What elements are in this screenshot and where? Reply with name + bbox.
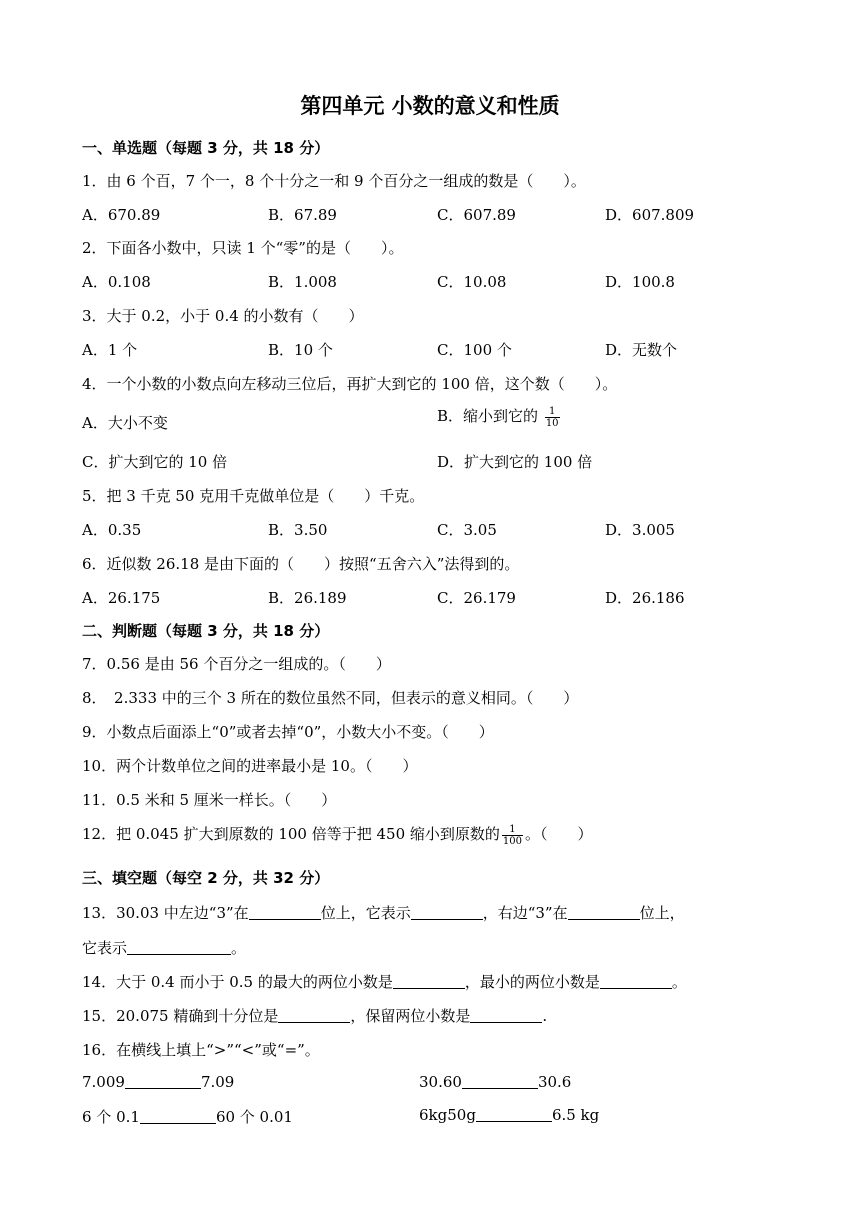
q15-text-2: ，保留两位小数是 [350, 1007, 471, 1025]
q6-option-b: B．26.189 [268, 589, 347, 607]
q6-option-a: A．26.175 [82, 589, 161, 607]
question-5: 5．把 3 千克 50 克用千克做单位是（ ）千克。 [82, 487, 425, 505]
fraction-denominator: 100 [502, 835, 522, 847]
question-13 [82, 902, 685, 923]
q13-text-3: ，右边“3”在 [482, 904, 568, 922]
page-title: 第四单元 小数的意义和性质 [300, 94, 560, 118]
q15-text-3: . [542, 1007, 548, 1025]
q3-option-d: D．无数个 [605, 341, 678, 359]
question-9: 9．小数点后面添上“0”或者去掉“0”，小数大小不变。（ ） [82, 723, 494, 741]
compare-item-1 [82, 1073, 234, 1091]
answer-blank[interactable] [476, 1106, 552, 1122]
q14-text-1: 14．大于 0.4 而小于 0.5 的最大的两位小数是 [82, 973, 393, 991]
q3-option-b: B．10 个 [268, 341, 333, 359]
answer-blank[interactable] [600, 973, 672, 989]
section-heading-true-false: 二、判断题（每题 3 分，共 18 分） [82, 622, 330, 640]
compare-item-2 [419, 1073, 571, 1091]
question-1: 1．由 6 个百，7 个一，8 个十分之一和 9 个百分之一组成的数是（ ）。 [82, 172, 586, 190]
compare-right: 7.09 [200, 1073, 235, 1091]
q1-option-b: B．67.89 [268, 206, 337, 224]
compare-right: 30.6 [537, 1073, 572, 1091]
q3-option-a: A．1 个 [82, 341, 138, 359]
q2-option-d: D．100.8 [605, 273, 675, 291]
fraction-denominator: 10 [545, 417, 559, 429]
q4-option-c: C．扩大到它的 10 倍 [82, 453, 228, 471]
compare-left: 30.60 [419, 1073, 462, 1091]
question-2: 2．下面各小数中，只读 1 个“零”的是（ ）。 [82, 239, 404, 257]
q2-option-a: A．0.108 [82, 273, 151, 291]
question-8: 8． 2.333 中的三个 3 所在的数位虽然不同，但表示的意义相同。（ ） [82, 689, 579, 707]
q3-option-c: C．100 个 [437, 341, 512, 359]
question-11: 11．0.5 米和 5 厘米一样长。（ ） [82, 791, 337, 809]
compare-left: 7.009 [82, 1073, 125, 1091]
question-16: 16．在横线上填上“>”“<”或“=”。 [82, 1041, 320, 1059]
compare-left: 6 个 0.1 [82, 1108, 140, 1126]
question-12-suffix: 。（ ） [525, 825, 593, 843]
q5-option-c: C．3.05 [437, 521, 497, 539]
answer-blank[interactable] [462, 1073, 538, 1089]
answer-blank[interactable] [125, 1073, 201, 1089]
q1-option-d: D．607.809 [605, 206, 695, 224]
question-10: 10．两个计数单位之间的进率最小是 10。（ ） [82, 757, 418, 775]
question-3: 3．大于 0.2，小于 0.4 的小数有（ ） [82, 307, 364, 325]
q1-option-c: C．607.89 [437, 206, 516, 224]
compare-right: 60 个 0.01 [215, 1108, 293, 1126]
answer-blank[interactable] [568, 904, 640, 920]
compare-right: 6.5 kg [551, 1106, 600, 1124]
fraction-numerator: 1 [545, 406, 560, 418]
q13-text-6: 。 [231, 939, 247, 957]
fraction-numerator: 1 [502, 824, 523, 836]
answer-blank[interactable] [249, 904, 321, 920]
section-heading-single-choice: 一、单选题（每题 3 分，共 18 分） [82, 139, 330, 157]
compare-item-4 [419, 1106, 599, 1124]
q13-text-2: 位上，它表示 [320, 904, 411, 922]
q13-text-5: 它表示 [82, 939, 128, 957]
compare-item-3 [82, 1106, 293, 1127]
question-15 [82, 1005, 547, 1026]
answer-blank[interactable] [470, 1007, 542, 1023]
question-14 [82, 971, 687, 992]
q2-option-b: B．1.008 [268, 273, 337, 291]
answer-blank[interactable] [127, 939, 231, 955]
question-12-text: 12．把 0.045 扩大到原数的 100 倍等于把 450 缩小到原数的 [82, 825, 500, 843]
compare-left: 6kg50g [419, 1106, 476, 1124]
question-13-line-2 [82, 937, 246, 958]
q13-text-1: 13．30.03 中左边“3”在 [82, 904, 249, 922]
q14-text-3: 。 [671, 973, 687, 991]
question-7: 7．0.56 是由 56 个百分之一组成的。（ ） [82, 655, 391, 673]
fraction-one-tenth [545, 406, 560, 429]
q6-option-c: C．26.179 [437, 589, 516, 607]
q5-option-a: A．0.35 [82, 521, 142, 539]
question-4: 4．一个小数的小数点向左移动三位后，再扩大到它的 100 倍，这个数（ ）。 [82, 375, 618, 393]
q4-option-a: A．大小不变 [82, 414, 168, 432]
q5-option-d: D．3.005 [605, 521, 675, 539]
q1-option-a: A．670.89 [82, 206, 161, 224]
answer-blank[interactable] [140, 1108, 216, 1124]
q13-text-4: 位上， [639, 904, 685, 922]
q6-option-d: D．26.186 [605, 589, 685, 607]
fraction-one-hundredth [502, 824, 523, 847]
question-12 [82, 823, 593, 847]
q4-option-b [437, 405, 562, 429]
q2-option-c: C．10.08 [437, 273, 507, 291]
answer-blank[interactable] [411, 904, 483, 920]
q4-option-b-label: B．缩小到它的 [437, 407, 539, 425]
q14-text-2: ，最小的两位小数是 [464, 973, 600, 991]
q5-option-b: B．3.50 [268, 521, 328, 539]
answer-blank[interactable] [393, 973, 465, 989]
question-6: 6．近似数 26.18 是由下面的（ ）按照“五舍六入”法得到的。 [82, 555, 520, 573]
answer-blank[interactable] [278, 1007, 350, 1023]
q15-text-1: 15．20.075 精确到十分位是 [82, 1007, 279, 1025]
q4-option-d: D．扩大到它的 100 倍 [437, 453, 593, 471]
section-heading-fill-blank: 三、填空题（每空 2 分，共 32 分） [82, 869, 330, 887]
